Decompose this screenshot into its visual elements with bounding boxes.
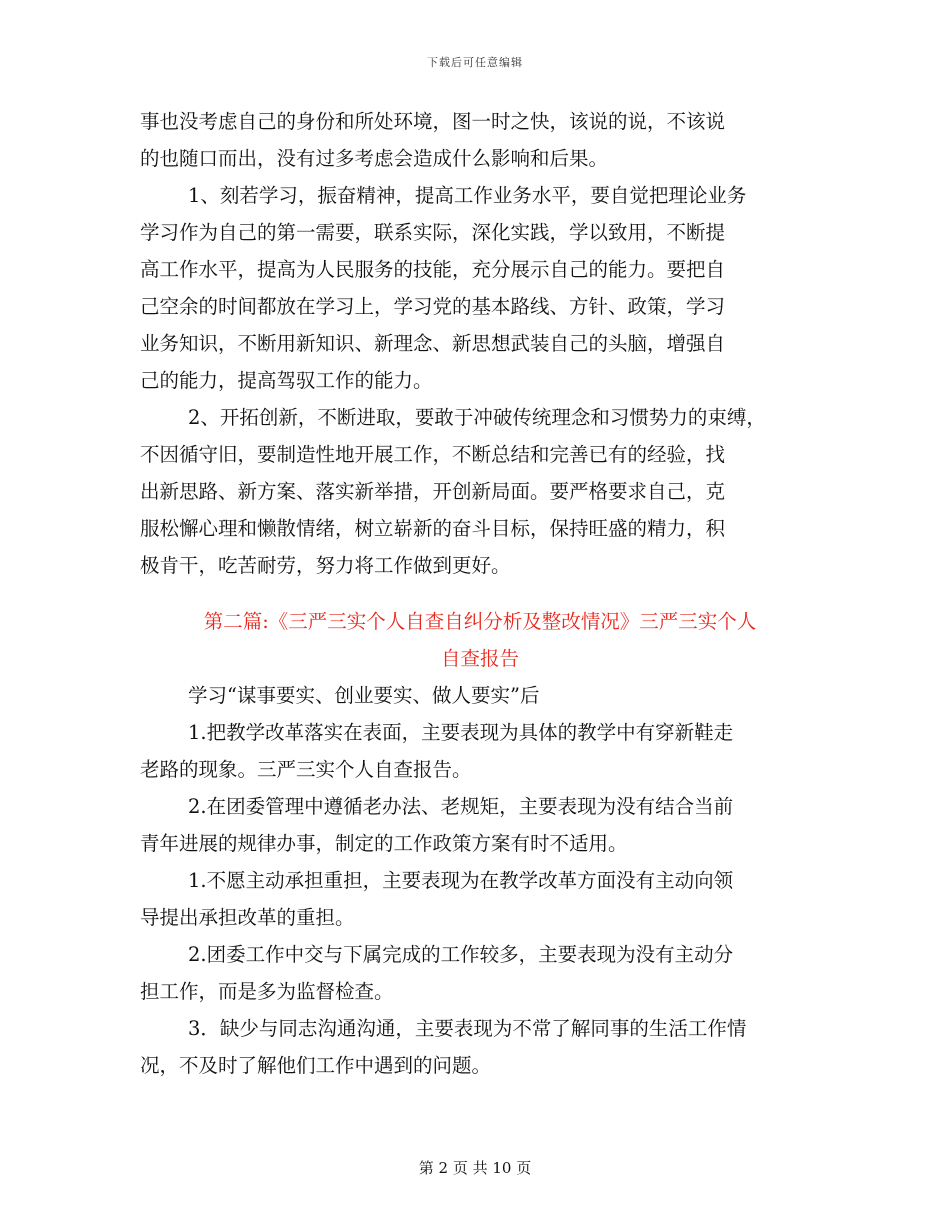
page-header: 下载后可任意编辑 bbox=[427, 56, 523, 69]
text-line: 青年进展的规律办事，制定的工作政策方案有时不适用。 bbox=[140, 832, 628, 855]
text-line: 老路的现象。三严三实个人自查报告。 bbox=[140, 758, 472, 781]
text-line: 3．缺少与同志沟通沟通，主要表现为不常了解同事的生活工作情 bbox=[188, 1017, 747, 1040]
heading-line: 第二篇:《三严三实个人自查自纠分析及整改情况》三严三实个人 bbox=[203, 610, 757, 633]
paragraph-point bbox=[140, 788, 820, 862]
paragraph-point bbox=[140, 714, 820, 788]
paragraph-item-1 bbox=[140, 177, 820, 399]
text-line: 学习“谋事要实、创业要实、做人要实”后 bbox=[188, 684, 540, 707]
text-line: 事也没考虑自己的身份和所处环境，图一时之快，该说的说，不该说 bbox=[140, 110, 726, 133]
paragraph-point bbox=[140, 862, 820, 936]
paragraph-point bbox=[140, 1010, 820, 1084]
text-line: 1.不愿主动承担重担，主要表现为在教学改革方面没有主动向领 bbox=[188, 869, 734, 892]
text-line: 己空余的时间都放在学习上，学习党的基本路线、方针、政策，学习 bbox=[140, 295, 726, 318]
heading-line: 自查报告 bbox=[440, 647, 519, 670]
text-line: 业务知识，不断用新知识、新理念、新思想武装自己的头脑，增强自 bbox=[140, 332, 726, 355]
text-line: 出新思路、新方案、落实新举措，开创新局面。要严格要求自己，克 bbox=[140, 480, 726, 503]
text-line: 2.在团委管理中遵循老办法、老规矩，主要表现为没有结合当前 bbox=[188, 795, 734, 818]
text-line: 2、开拓创新，不断进取，要敢于冲破传统理念和习惯势力的束缚， bbox=[188, 406, 766, 429]
text-line: 学习作为自己的第一需要，联系实际，深化实践，学以致用，不断提 bbox=[140, 221, 726, 244]
paragraph-intro bbox=[140, 677, 820, 714]
text-line: 况，不及时了解他们工作中遇到的问题。 bbox=[140, 1054, 492, 1077]
text-line: 己的能力，提高驾驭工作的能力。 bbox=[140, 369, 433, 392]
text-line: 的也随口而出，没有过多考虑会造成什么影响和后果。 bbox=[140, 147, 609, 170]
paragraph-point bbox=[140, 936, 820, 1010]
page-number: 第 2 页 共 10 页 bbox=[418, 1159, 532, 1177]
paragraph-item-2 bbox=[140, 399, 820, 584]
text-line: 担工作，而是多为监督检查。 bbox=[140, 980, 394, 1003]
text-line: 极肯干，吃苦耐劳，努力将工作做到更好。 bbox=[140, 554, 511, 577]
text-line: 1.把教学改革落实在表面，主要表现为具体的教学中有穿新鞋走 bbox=[188, 721, 734, 744]
text-line: 不因循守旧，要制造性地开展工作，不断总结和完善已有的经验，找 bbox=[140, 443, 726, 466]
document-body bbox=[140, 103, 820, 1084]
text-line: 1、刻若学习，振奋精神，提高工作业务水平，要自觉把理论业务 bbox=[188, 184, 747, 207]
section-heading bbox=[140, 603, 820, 677]
text-line: 2.团委工作中交与下属完成的工作较多，主要表现为没有主动分 bbox=[188, 943, 734, 966]
paragraph-continuation bbox=[140, 103, 820, 177]
text-line: 高工作水平，提高为人民服务的技能，充分展示自己的能力。要把自 bbox=[140, 258, 726, 281]
section-gap bbox=[140, 584, 820, 603]
text-line: 服松懈心理和懒散情绪，树立崭新的奋斗目标，保持旺盛的精力，积 bbox=[140, 517, 726, 540]
text-line: 导提出承担改革的重担。 bbox=[140, 906, 355, 929]
